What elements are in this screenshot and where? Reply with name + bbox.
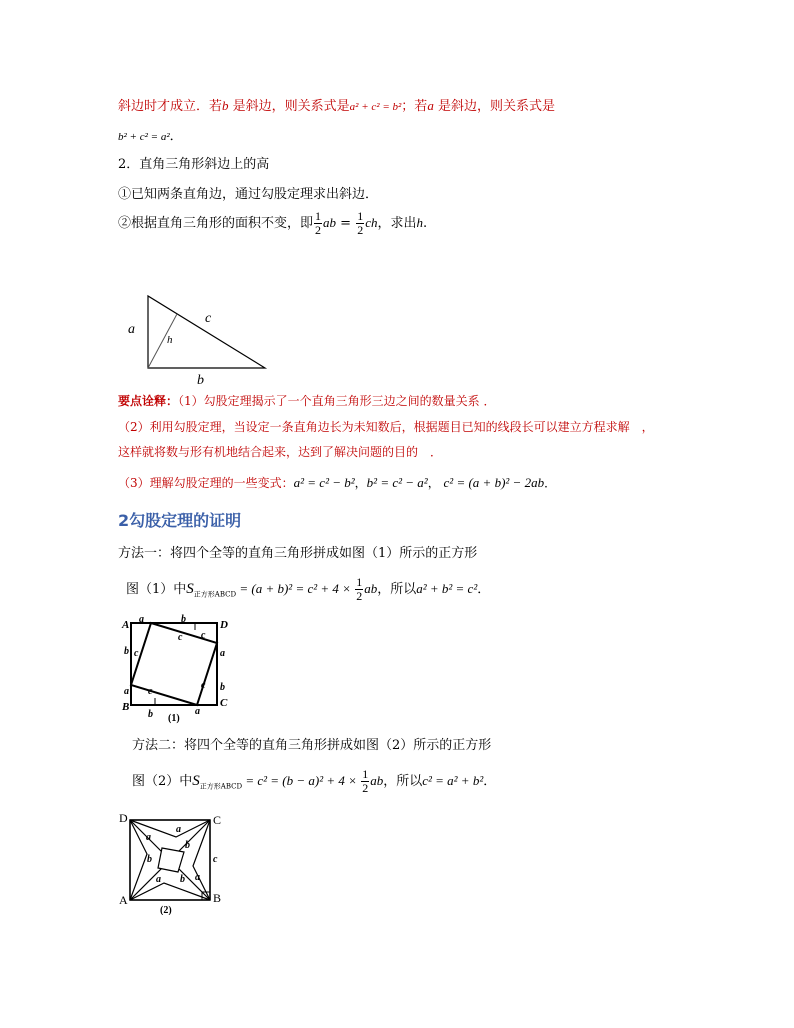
fig2-label-a: a: [176, 824, 181, 835]
fig2-caption: (2): [160, 905, 172, 915]
var-ab: ab: [364, 581, 378, 596]
var-ch: ch: [365, 215, 378, 230]
fraction-num: 1: [357, 209, 364, 223]
fig2-label-A: A: [119, 893, 128, 907]
note-label: 要点诠释：: [118, 394, 179, 408]
method-2-text: 方法二：将四个全等的直角三角形拼成如图（2）所示的正方形: [132, 738, 492, 753]
method-1-text: 方法一：将四个全等的直角三角形拼成如图（1）所示的正方形: [118, 546, 478, 561]
so-text: ，所以: [377, 582, 417, 597]
label-a: a: [128, 322, 135, 337]
var-h: h: [416, 215, 423, 230]
fig2-label-C: C: [213, 813, 222, 827]
variant-formula-3: c² = (a + b)² − 2ab: [443, 475, 545, 490]
fig2-label-b: b: [185, 840, 190, 851]
fig1-label-a: a: [124, 686, 129, 697]
note-p1: （1）勾股定理揭示了一个直角三角形三边之间的数量关系 ．: [178, 394, 496, 408]
fig1-caption: (1): [168, 713, 180, 724]
note-p3: （3）理解勾股定理的一些变式：: [118, 476, 294, 490]
fig1-label-B: B: [122, 701, 130, 713]
note-line-1: [118, 392, 495, 409]
fig2-label-b: b: [180, 874, 185, 885]
label-c: c: [205, 311, 212, 326]
fig2-label-B: B: [213, 891, 222, 905]
formula-b2-c2-a2: b² + c² = a²: [118, 131, 170, 143]
triangle-bottom: [130, 883, 210, 900]
right-triangle-figure: [120, 290, 280, 390]
fig1-label-b: b: [181, 614, 186, 625]
fraction-num: 1: [315, 209, 322, 223]
item-2-suffix: ，求出: [377, 216, 417, 231]
fig2-label-a: a: [146, 832, 151, 843]
fig2-label-c: c: [213, 854, 218, 865]
variant-formula-2: b² = c² − a²: [366, 475, 428, 490]
var-S: S: [186, 581, 194, 597]
fig1-label-c: c: [148, 686, 153, 697]
fraction-den: 2: [362, 781, 369, 795]
fraction-half: [356, 210, 364, 237]
inner-square: [158, 848, 184, 872]
label-h: h: [167, 334, 173, 346]
fraction-den: 2: [315, 223, 322, 237]
formula-part: = c² = (b − a)² + 4 ×: [242, 773, 361, 788]
item-2: [118, 210, 427, 237]
var-ab: ab: [323, 215, 337, 230]
fraction-half: [314, 210, 322, 237]
fig1-label-c: c: [134, 648, 139, 659]
fig1-label-c: c: [201, 630, 206, 641]
equals: =: [336, 216, 356, 231]
var-S: S: [192, 773, 200, 789]
fig1-label-D: D: [220, 619, 228, 631]
fig1-label-c: c: [201, 680, 206, 691]
fig1-label-A: A: [122, 619, 130, 631]
method-1-formula: [126, 576, 490, 603]
fraction-den: 2: [357, 223, 364, 237]
var-b: b: [222, 98, 229, 113]
fraction-num: 1: [356, 575, 363, 589]
text-fragment: 是斜边，则关系式是: [232, 99, 350, 114]
formula-a2-c2-b2: a² + c² = b²: [349, 101, 402, 113]
formula-part: = (a + b)² = c² + 4 ×: [236, 581, 355, 596]
fig1-label-a: a: [195, 706, 200, 717]
var-a: a: [427, 98, 434, 113]
item-1: ①已知两条直角边，通过勾股定理求出斜边．: [118, 187, 379, 202]
fig1-label-b: b: [124, 646, 129, 657]
triangle-right: [193, 820, 210, 900]
fig2-label-b: b: [147, 854, 152, 865]
figure-1: [118, 614, 233, 726]
fraction-den: 2: [356, 589, 363, 603]
separator: ，: [354, 476, 367, 490]
variant-formula-1: a² = c² − b²: [293, 475, 355, 490]
result-formula: a² + b² = c²: [416, 581, 478, 596]
period: ．: [477, 582, 491, 597]
fig1-label-C: C: [220, 697, 228, 709]
var-ab: ab: [370, 773, 384, 788]
altitude-line: [148, 314, 177, 368]
figure-2: [116, 810, 231, 915]
fig1-label-a: a: [220, 648, 225, 659]
note-line-3: 这样就将数与形有机地结合起来，达到了解决问题的目的 ．: [118, 445, 443, 459]
fraction-num: 1: [362, 767, 369, 781]
note-line-2: （2）利用勾股定理，当设定一条直角边长为未知数后，根据题目已知的线段长可以建立方程求解 ，: [118, 420, 654, 434]
condition-line-1: [118, 95, 555, 114]
period: ．: [544, 476, 557, 490]
proof-heading: 2勾股定理的证明: [118, 511, 242, 530]
section-2-title: 2．直角三角形斜边上的高: [118, 157, 270, 172]
separator: ，: [427, 476, 440, 490]
item-2-prefix: ②根据直角三角形的面积不变，即: [118, 216, 314, 231]
S-subscript: 正方形ABCD: [193, 590, 237, 599]
method-2-formula: [132, 768, 496, 795]
period: ．: [483, 774, 497, 789]
text-fragment: ；若: [401, 99, 428, 114]
period: .: [422, 216, 428, 231]
label-b: b: [197, 373, 204, 388]
fig1-label-c: c: [178, 632, 183, 643]
fig-prefix: 图（2）中: [132, 774, 193, 789]
triangle-top: [130, 820, 210, 837]
so-text: ，所以: [383, 774, 423, 789]
note-line-4: [118, 474, 556, 491]
triangle-left: [130, 820, 147, 900]
text-fragment: 是斜边，则关系式是: [437, 99, 555, 114]
fig1-label-b: b: [220, 682, 225, 693]
period: ．: [169, 129, 183, 144]
fig1-label-b: b: [148, 709, 153, 720]
fig1-label-a: a: [139, 614, 144, 625]
text-fragment: 斜边时才成立．若: [118, 99, 223, 114]
triangle-outline: [148, 296, 265, 368]
S-subscript: 正方形ABCD: [199, 782, 243, 791]
fig2-label-D: D: [119, 811, 128, 825]
fig2-label-a: a: [156, 874, 161, 885]
fig2-label-a: a: [195, 872, 200, 883]
result-formula: c² = a² + b²: [422, 773, 484, 788]
fig-prefix: 图（1）中: [126, 582, 187, 597]
fraction-half: [361, 768, 369, 795]
condition-line-2: [118, 125, 183, 144]
fraction-half: [355, 576, 363, 603]
